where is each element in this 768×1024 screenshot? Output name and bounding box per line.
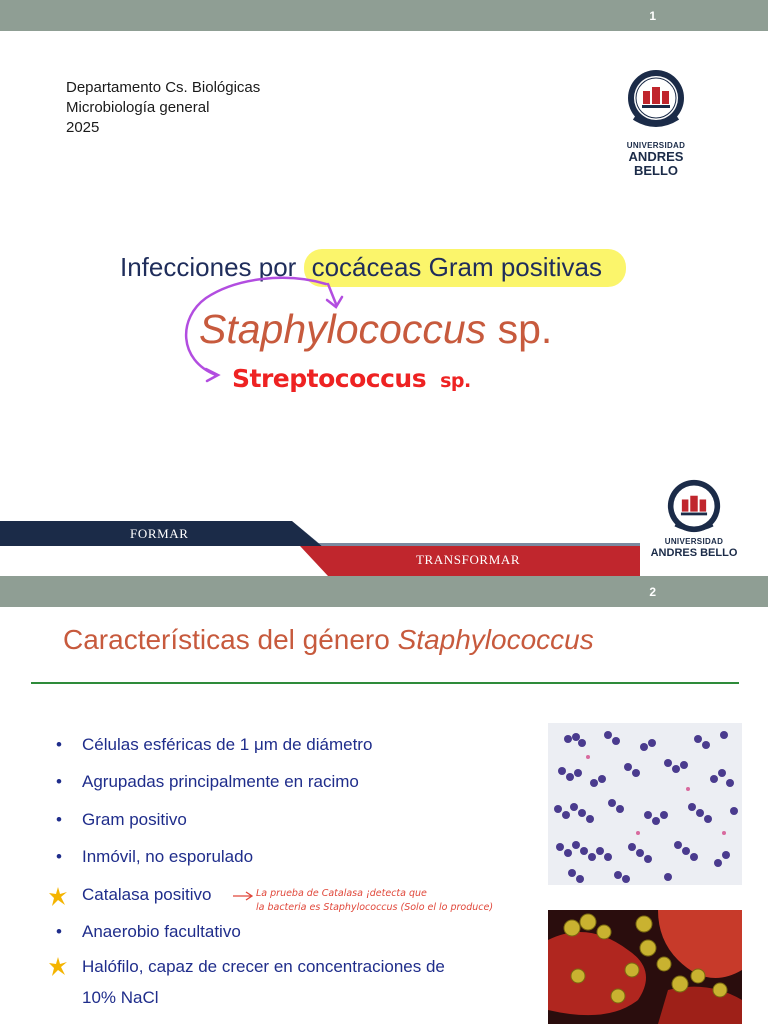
- title-prefix: Características del género: [63, 624, 398, 655]
- bullet-dot: •: [56, 772, 62, 791]
- university-logo: [608, 68, 704, 178]
- department-line: Departamento Cs. Biológicas: [66, 79, 261, 96]
- bullet-dot: •: [56, 847, 62, 866]
- list-item: Halófilo, capaz de crecer en concentraciones de: [82, 957, 445, 976]
- year-line: 2025: [66, 119, 100, 136]
- handwritten-suffix: sp.: [440, 370, 471, 392]
- slide-header-bar: [0, 576, 768, 607]
- university-seal-icon: [626, 68, 686, 134]
- footer-formar: FORMAR: [130, 526, 189, 541]
- footer-transformar: TRANSFORMAR: [416, 552, 521, 567]
- electron-micrograph-image: [548, 910, 742, 1024]
- bullet-dot: •: [56, 810, 62, 829]
- list-item: • Agrupadas principalmente en racimo: [56, 772, 359, 791]
- title-prefix: Infecciones por: [120, 252, 304, 282]
- handwritten-genus: Streptococcus: [232, 364, 427, 393]
- bullet-dot: •: [56, 922, 62, 941]
- star-mark-icon: [48, 956, 68, 978]
- university-seal-icon: [666, 478, 722, 534]
- list-item: • Anaerobio facultativo: [56, 922, 241, 941]
- logo-text-bottom: ANDRES BELLO: [650, 547, 738, 559]
- genus-suffix: sp.: [486, 306, 553, 352]
- gram-stain-micrograph-image: [548, 723, 742, 885]
- title-highlighted-text: cocáceas Gram positivas: [304, 249, 626, 287]
- genus-name: Staphylococcus: [199, 306, 487, 352]
- department-info: [66, 78, 260, 138]
- handwritten-genus-note: [232, 364, 471, 393]
- list-item: • Gram positivo: [56, 810, 187, 829]
- list-item-continuation: 10% NaCl: [82, 988, 159, 1007]
- slide-title: [63, 624, 594, 656]
- list-item: • Inmóvil, no esporulado: [56, 847, 254, 866]
- arrow-right-icon: [232, 891, 254, 901]
- bullet-dot: •: [56, 735, 62, 754]
- page-number: 1: [649, 9, 656, 23]
- handwritten-note: La prueba de Catalasa ¡detecta que la bacteria es Staphylococcus (Solo el lo produce): [256, 888, 494, 913]
- logo-text-bottom: ANDRES BELLO: [628, 149, 684, 178]
- list-item: Catalasa positivo: [82, 885, 212, 904]
- course-line: Microbiología general: [66, 99, 210, 116]
- page-number: 2: [649, 585, 656, 599]
- list-item: • Células esféricas de 1 μm de diámetro: [56, 735, 373, 754]
- title-divider: [31, 682, 739, 684]
- footer-university-logo: [646, 478, 742, 560]
- title-genus: Staphylococcus: [397, 624, 594, 655]
- slide-header-bar: [0, 0, 768, 31]
- star-mark-icon: [48, 886, 68, 908]
- logo-text-top: UNIVERSIDAD: [626, 141, 686, 150]
- logo-text-top: UNIVERSIDAD: [664, 537, 724, 546]
- slide-2: [0, 576, 768, 1024]
